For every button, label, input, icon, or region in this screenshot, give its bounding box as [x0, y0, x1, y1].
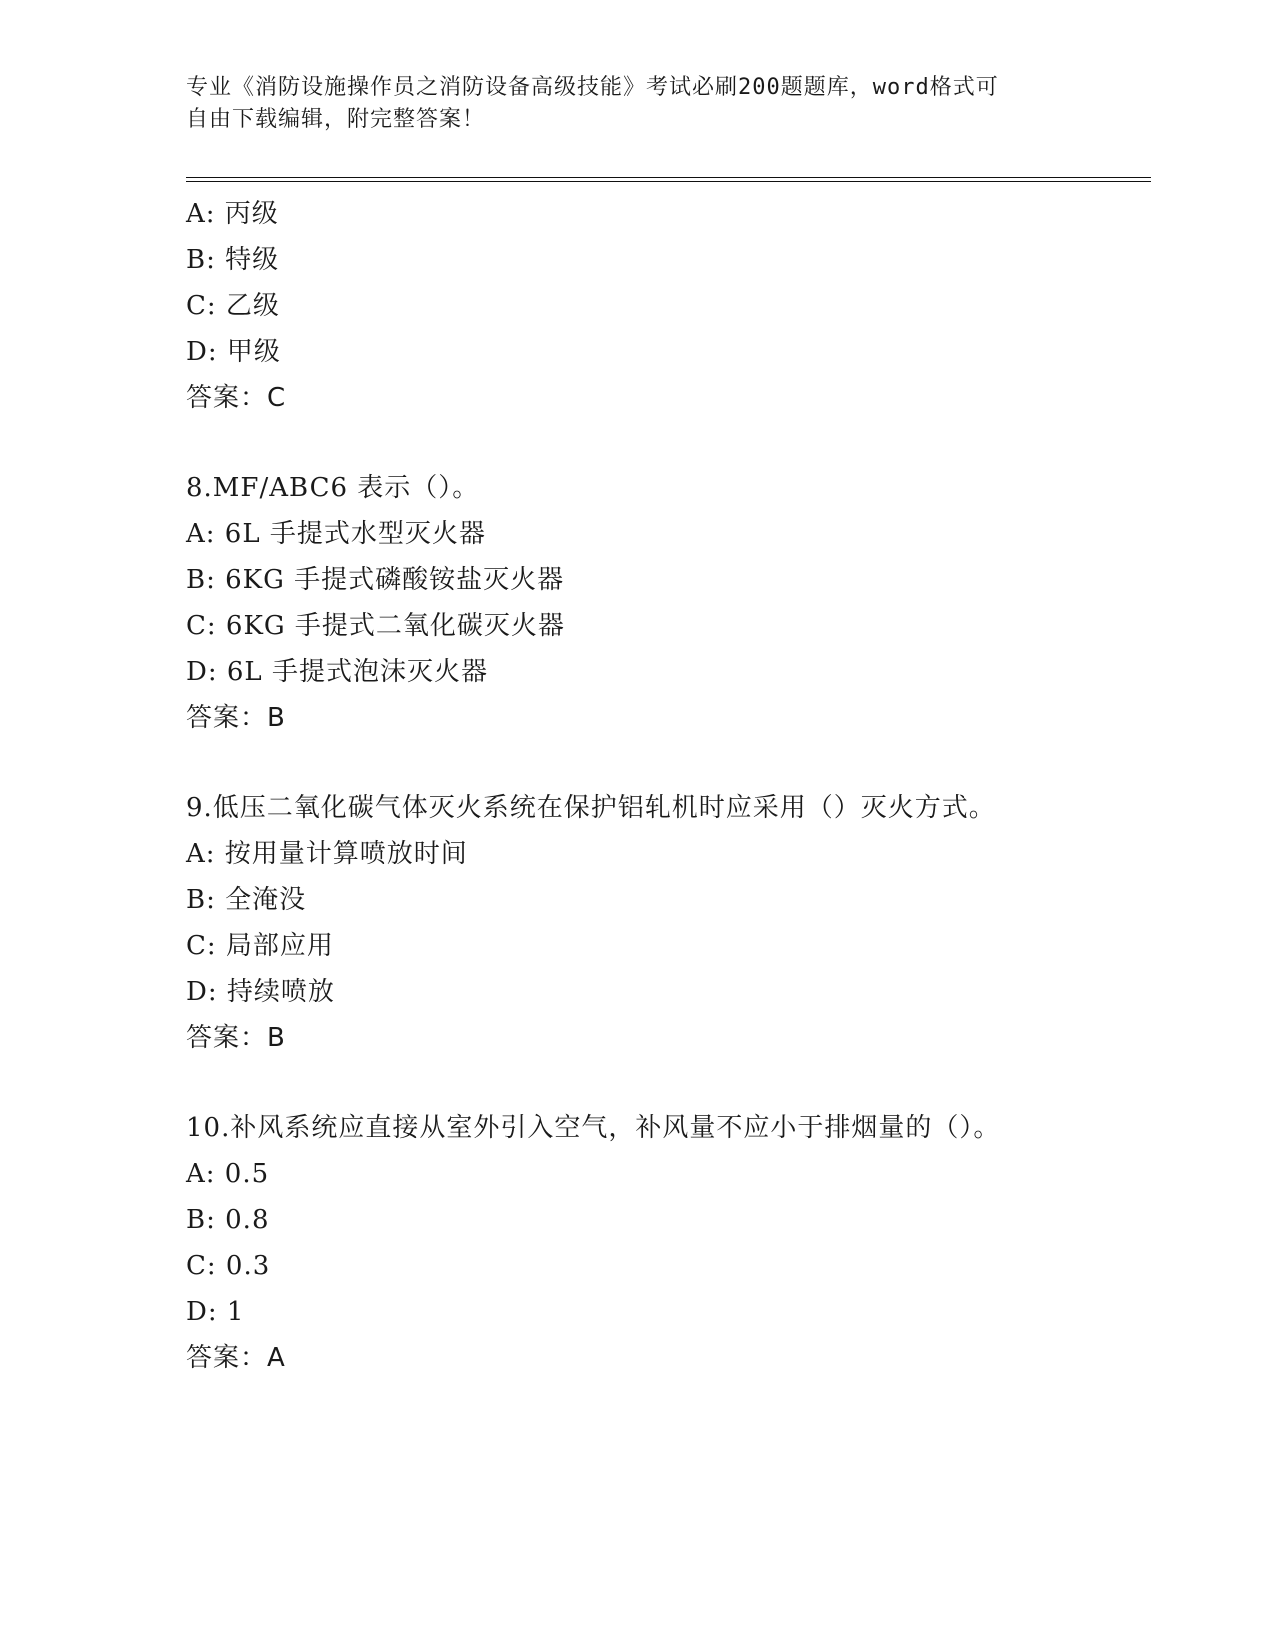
document-header — [186, 72, 1066, 136]
option-b: B: 特级 — [186, 245, 280, 275]
option-b: B: 全淹没 — [186, 885, 307, 915]
header-divider — [186, 177, 1151, 182]
option-d: D: 持续喷放 — [186, 977, 335, 1007]
spacer — [186, 741, 1146, 785]
spacer — [186, 1061, 1146, 1105]
question-block-10 — [186, 1105, 1146, 1381]
option-d: D: 甲级 — [186, 337, 281, 367]
option-d: D: 6L 手提式泡沫灭火器 — [186, 657, 488, 687]
option-c: C: 0.3 — [186, 1251, 271, 1281]
answer-line: 答案：C — [186, 383, 287, 413]
option-a: A: 6L 手提式水型灭火器 — [186, 519, 486, 549]
option-a: A: 0.5 — [186, 1159, 270, 1189]
option-a: A: 按用量计算喷放时间 — [186, 839, 468, 869]
question-stem: 9.低压二氧化碳气体灭火系统在保护铝轧机时应采用（）灭火方式。 — [186, 793, 996, 823]
header-line-1: 专业《消防设施操作员之消防设备高级技能》考试必刷200题题库，word格式可 — [186, 75, 999, 100]
question-block-9 — [186, 785, 1146, 1061]
option-a: A: 丙级 — [186, 199, 279, 229]
question-block-7 — [186, 191, 1146, 421]
option-b: B: 0.8 — [186, 1205, 270, 1235]
question-stem: 10.补风系统应直接从室外引入空气，补风量不应小于排烟量的（）。 — [186, 1113, 1001, 1143]
question-stem: 8.MF/ABC6 表示（）。 — [186, 473, 480, 503]
answer-line: 答案：A — [186, 1343, 286, 1373]
answer-line: 答案：B — [186, 1023, 286, 1053]
question-block-8 — [186, 465, 1146, 741]
option-c: C: 局部应用 — [186, 931, 334, 961]
spacer — [186, 421, 1146, 465]
header-line-2: 自由下载编辑，附完整答案！ — [186, 107, 486, 132]
option-c: C: 6KG 手提式二氧化碳灭火器 — [186, 611, 565, 641]
question-list — [186, 191, 1146, 1381]
option-d: D: 1 — [186, 1297, 245, 1327]
option-c: C: 乙级 — [186, 291, 280, 321]
answer-line: 答案：B — [186, 703, 286, 733]
option-b: B: 6KG 手提式磷酸铵盐灭火器 — [186, 565, 565, 595]
